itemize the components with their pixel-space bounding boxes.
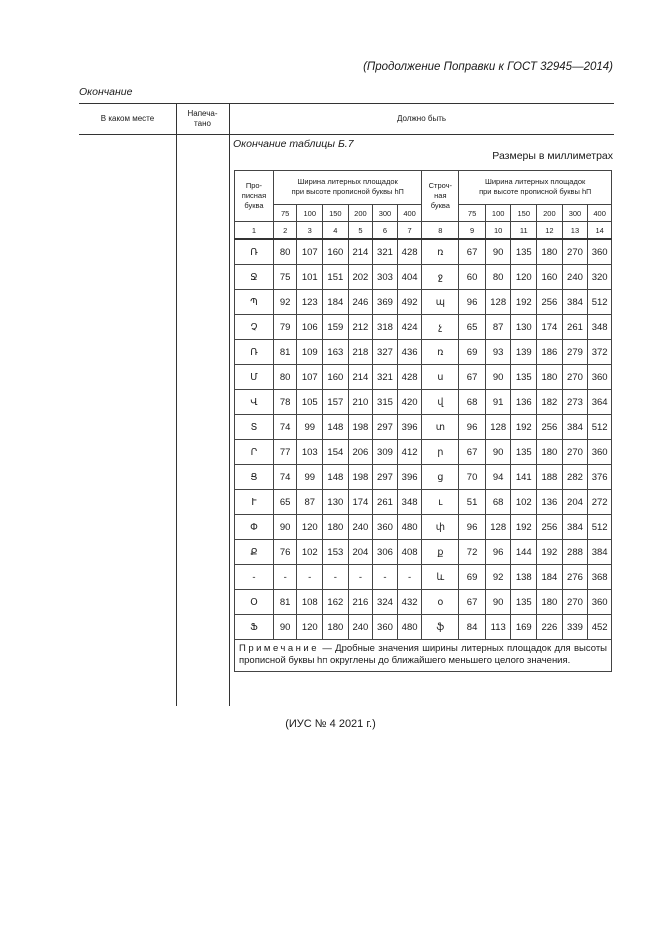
value-cell: 148: [323, 415, 349, 440]
value-cell: 279: [562, 340, 588, 365]
letter-cell: պ: [422, 290, 459, 315]
value-cell: 321: [373, 239, 398, 265]
value-cell: 120: [511, 265, 537, 290]
letter-cell: և: [422, 565, 459, 590]
value-cell: 51: [459, 490, 486, 515]
value-cell: 192: [511, 290, 537, 315]
value-cell: 93: [485, 340, 511, 365]
value-cell: 79: [273, 315, 297, 340]
letter-cell: Ք: [235, 540, 274, 565]
value-cell: 408: [397, 540, 422, 565]
value-cell: 412: [397, 440, 422, 465]
value-cell: 372: [588, 340, 612, 365]
value-cell: 512: [588, 515, 612, 540]
column-number-cell: 12: [537, 222, 563, 240]
value-cell: 135: [511, 239, 537, 265]
value-cell: 94: [485, 465, 511, 490]
table-row: [235, 440, 612, 465]
value-cell: -: [373, 565, 398, 590]
value-cell: 135: [511, 440, 537, 465]
value-cell: 256: [537, 415, 563, 440]
value-cell: 276: [562, 565, 588, 590]
letter-cell: ս: [422, 365, 459, 390]
value-cell: 154: [323, 440, 349, 465]
value-cell: 212: [348, 315, 373, 340]
value-cell: 135: [511, 590, 537, 615]
value-cell: 297: [373, 415, 398, 440]
value-cell: 216: [348, 590, 373, 615]
value-cell: 99: [297, 465, 323, 490]
height-cell: 150: [511, 205, 537, 222]
table-row: [235, 265, 612, 290]
value-cell: 192: [511, 415, 537, 440]
value-cell: 184: [323, 290, 349, 315]
value-cell: 297: [373, 465, 398, 490]
value-cell: 136: [537, 490, 563, 515]
value-cell: 210: [348, 390, 373, 415]
value-cell: 96: [459, 515, 486, 540]
table-row: [235, 515, 612, 540]
value-cell: 67: [459, 590, 486, 615]
table-row: [235, 565, 612, 590]
value-cell: 102: [297, 540, 323, 565]
value-cell: 80: [485, 265, 511, 290]
value-cell: 303: [373, 265, 398, 290]
letter-cell: չ: [422, 315, 459, 340]
table-row: [235, 590, 612, 615]
table-row: [235, 239, 612, 265]
value-cell: 240: [562, 265, 588, 290]
value-cell: 76: [273, 540, 297, 565]
value-cell: 360: [373, 615, 398, 640]
value-cell: 270: [562, 365, 588, 390]
letter-cell: տ: [422, 415, 459, 440]
value-cell: 84: [459, 615, 486, 640]
lower-letter-header: Строч- ная буква: [422, 171, 459, 222]
column-number-cell: 1: [235, 222, 274, 240]
height-cell: 75: [273, 205, 297, 222]
value-cell: 74: [273, 465, 297, 490]
units-label: Размеры в миллиметрах: [492, 150, 613, 162]
value-cell: 270: [562, 440, 588, 465]
value-cell: 101: [297, 265, 323, 290]
value-cell: 432: [397, 590, 422, 615]
value-cell: 288: [562, 540, 588, 565]
letter-cell: փ: [422, 515, 459, 540]
upper-letter-header: Про- писная буква: [235, 171, 274, 222]
value-cell: 188: [537, 465, 563, 490]
value-cell: 174: [348, 490, 373, 515]
value-cell: 324: [373, 590, 398, 615]
value-cell: 376: [588, 465, 612, 490]
value-cell: 309: [373, 440, 398, 465]
value-cell: 72: [459, 540, 486, 565]
letter-cell: ռ: [422, 239, 459, 265]
height-cell: 200: [348, 205, 373, 222]
value-cell: 198: [348, 415, 373, 440]
value-cell: 160: [323, 239, 349, 265]
value-cell: 80: [273, 365, 297, 390]
letter-width-table: [234, 170, 612, 672]
value-cell: 182: [537, 390, 563, 415]
value-cell: 138: [511, 565, 537, 590]
column-should-be: Должно быть: [396, 114, 447, 123]
value-cell: -: [348, 565, 373, 590]
value-cell: 428: [397, 365, 422, 390]
value-cell: 246: [348, 290, 373, 315]
column-number-cell: 6: [373, 222, 398, 240]
value-cell: 148: [323, 465, 349, 490]
value-cell: 75: [273, 265, 297, 290]
value-cell: 320: [588, 265, 612, 290]
value-cell: 369: [373, 290, 398, 315]
value-cell: 108: [297, 590, 323, 615]
value-cell: 396: [397, 415, 422, 440]
value-cell: 90: [273, 515, 297, 540]
upper-width-header: Ширина литерных площадок при высоте прописной буквы hП: [273, 171, 422, 205]
value-cell: 348: [588, 315, 612, 340]
value-cell: 318: [373, 315, 398, 340]
table-note: Примечание — Дробные значения ширины литерных площадок для высоты прописной буквы hП округлены до ближайшего меньшего целого значения.: [235, 640, 612, 672]
value-cell: 67: [459, 440, 486, 465]
value-cell: 128: [485, 290, 511, 315]
letter-cell: ր: [422, 440, 459, 465]
value-cell: 107: [297, 239, 323, 265]
height-cell: 400: [588, 205, 612, 222]
footer-issue: (ИУС № 4 2021 г.): [285, 718, 376, 730]
value-cell: 261: [373, 490, 398, 515]
value-cell: 315: [373, 390, 398, 415]
value-cell: 136: [511, 390, 537, 415]
height-cell: 300: [373, 205, 398, 222]
letter-cell: վ: [422, 390, 459, 415]
value-cell: 144: [511, 540, 537, 565]
table-row: [235, 615, 612, 640]
value-cell: 436: [397, 340, 422, 365]
value-cell: 65: [459, 315, 486, 340]
height-cell: 400: [397, 205, 422, 222]
value-cell: 162: [323, 590, 349, 615]
value-cell: 512: [588, 415, 612, 440]
value-cell: 92: [273, 290, 297, 315]
value-cell: 198: [348, 465, 373, 490]
value-cell: 452: [588, 615, 612, 640]
value-cell: 480: [397, 515, 422, 540]
letter-cell: ց: [422, 465, 459, 490]
value-cell: 99: [297, 415, 323, 440]
letter-cell: Պ: [235, 290, 274, 315]
value-cell: 74: [273, 415, 297, 440]
value-cell: 256: [537, 515, 563, 540]
value-cell: 206: [348, 440, 373, 465]
value-cell: 396: [397, 465, 422, 490]
value-cell: 360: [588, 365, 612, 390]
value-cell: 174: [537, 315, 563, 340]
value-cell: 87: [297, 490, 323, 515]
value-cell: 128: [485, 415, 511, 440]
table-row: [235, 540, 612, 565]
value-cell: 270: [562, 590, 588, 615]
continuation-header: (Продолжение Поправки к ГОСТ 32945—2014): [363, 61, 613, 73]
value-cell: 91: [485, 390, 511, 415]
column-number-cell: 14: [588, 222, 612, 240]
height-cell: 100: [297, 205, 323, 222]
value-cell: 80: [273, 239, 297, 265]
frame-divider-2: [229, 103, 230, 706]
value-cell: 96: [459, 415, 486, 440]
value-cell: 96: [485, 540, 511, 565]
lower-width-header: Ширина литерных площадок при высоте прописной буквы hП: [459, 171, 612, 205]
table-title: Окончание таблицы Б.7: [233, 138, 354, 150]
letter-cell: օ: [422, 590, 459, 615]
value-cell: 180: [323, 515, 349, 540]
column-number-cell: 11: [511, 222, 537, 240]
value-cell: 68: [459, 390, 486, 415]
value-cell: 106: [297, 315, 323, 340]
value-cell: -: [273, 565, 297, 590]
value-cell: 109: [297, 340, 323, 365]
value-cell: 120: [297, 515, 323, 540]
letter-cell: Ռ: [235, 340, 274, 365]
value-cell: 180: [323, 615, 349, 640]
value-cell: 428: [397, 239, 422, 265]
letter-cell: ռ: [422, 340, 459, 365]
value-cell: 123: [297, 290, 323, 315]
value-cell: 169: [511, 615, 537, 640]
value-cell: 218: [348, 340, 373, 365]
value-cell: 69: [459, 565, 486, 590]
letter-cell: Օ: [235, 590, 274, 615]
letter-cell: Մ: [235, 365, 274, 390]
value-cell: 135: [511, 365, 537, 390]
value-cell: 103: [297, 440, 323, 465]
column-printed: Напеча- тано: [187, 109, 218, 128]
letter-cell: Փ: [235, 515, 274, 540]
value-cell: 360: [588, 590, 612, 615]
value-cell: 159: [323, 315, 349, 340]
value-cell: 60: [459, 265, 486, 290]
value-cell: -: [323, 565, 349, 590]
value-cell: 96: [459, 290, 486, 315]
value-cell: 202: [348, 265, 373, 290]
letter-cell: ֆ: [422, 615, 459, 640]
value-cell: 141: [511, 465, 537, 490]
frame-top-line: [79, 103, 614, 104]
value-cell: 180: [537, 590, 563, 615]
letter-cell: ք: [422, 540, 459, 565]
value-cell: 368: [588, 565, 612, 590]
column-number-cell: 2: [273, 222, 297, 240]
value-cell: 214: [348, 239, 373, 265]
value-cell: -: [297, 565, 323, 590]
table-row: [235, 465, 612, 490]
letter-cell: Վ: [235, 390, 274, 415]
column-number-cell: 3: [297, 222, 323, 240]
value-cell: 87: [485, 315, 511, 340]
value-cell: 360: [588, 440, 612, 465]
letter-cell: Ջ: [235, 265, 274, 290]
value-cell: 160: [537, 265, 563, 290]
value-cell: 113: [485, 615, 511, 640]
value-cell: 282: [562, 465, 588, 490]
value-cell: 321: [373, 365, 398, 390]
value-cell: 384: [562, 290, 588, 315]
value-cell: 90: [485, 440, 511, 465]
frame-divider-1: [176, 103, 177, 706]
value-cell: 273: [562, 390, 588, 415]
value-cell: 240: [348, 515, 373, 540]
value-cell: 90: [273, 615, 297, 640]
value-cell: 70: [459, 465, 486, 490]
height-cell: 100: [485, 205, 511, 222]
height-cell: 75: [459, 205, 486, 222]
letter-cell: Ւ: [235, 490, 274, 515]
frame-header-line: [79, 134, 614, 135]
value-cell: 192: [537, 540, 563, 565]
letter-cell: -: [235, 565, 274, 590]
letter-cell: ջ: [422, 265, 459, 290]
value-cell: 65: [273, 490, 297, 515]
value-cell: 151: [323, 265, 349, 290]
value-cell: 404: [397, 265, 422, 290]
value-cell: 130: [323, 490, 349, 515]
column-where: В каком месте: [100, 114, 155, 123]
value-cell: 128: [485, 515, 511, 540]
value-cell: 160: [323, 365, 349, 390]
letter-cell: Տ: [235, 415, 274, 440]
table-row: [235, 340, 612, 365]
height-cell: 200: [537, 205, 563, 222]
value-cell: 78: [273, 390, 297, 415]
value-cell: 480: [397, 615, 422, 640]
value-cell: 261: [562, 315, 588, 340]
value-cell: 180: [537, 365, 563, 390]
table-row: [235, 290, 612, 315]
value-cell: 192: [511, 515, 537, 540]
value-cell: 184: [537, 565, 563, 590]
value-cell: 256: [537, 290, 563, 315]
value-cell: 360: [373, 515, 398, 540]
value-cell: 69: [459, 340, 486, 365]
letter-cell: Ց: [235, 465, 274, 490]
value-cell: 67: [459, 365, 486, 390]
column-number-cell: 4: [323, 222, 349, 240]
height-cell: 150: [323, 205, 349, 222]
letter-cell: Ֆ: [235, 615, 274, 640]
value-cell: 90: [485, 590, 511, 615]
column-number-row: [235, 222, 612, 240]
letter-cell: Չ: [235, 315, 274, 340]
value-cell: 180: [537, 440, 563, 465]
letter-cell: Ր: [235, 440, 274, 465]
value-cell: 214: [348, 365, 373, 390]
value-cell: -: [397, 565, 422, 590]
value-cell: 364: [588, 390, 612, 415]
value-cell: 90: [485, 239, 511, 265]
value-cell: 157: [323, 390, 349, 415]
value-cell: 512: [588, 290, 612, 315]
value-cell: 226: [537, 615, 563, 640]
value-cell: 204: [562, 490, 588, 515]
table-row: [235, 315, 612, 340]
value-cell: 384: [562, 515, 588, 540]
value-cell: 360: [588, 239, 612, 265]
value-cell: 384: [562, 415, 588, 440]
letter-cell: ւ: [422, 490, 459, 515]
value-cell: 180: [537, 239, 563, 265]
value-cell: 270: [562, 239, 588, 265]
value-cell: 384: [588, 540, 612, 565]
column-number-cell: 9: [459, 222, 486, 240]
value-cell: 327: [373, 340, 398, 365]
value-cell: 492: [397, 290, 422, 315]
value-cell: 130: [511, 315, 537, 340]
column-number-cell: 5: [348, 222, 373, 240]
value-cell: 153: [323, 540, 349, 565]
column-number-cell: 7: [397, 222, 422, 240]
column-number-cell: 13: [562, 222, 588, 240]
value-cell: 420: [397, 390, 422, 415]
table-row: [235, 490, 612, 515]
table-row: [235, 390, 612, 415]
value-cell: 90: [485, 365, 511, 390]
value-cell: 120: [297, 615, 323, 640]
height-cell: 300: [562, 205, 588, 222]
value-cell: 68: [485, 490, 511, 515]
value-cell: 107: [297, 365, 323, 390]
ending-label: Окончание: [79, 86, 133, 98]
table-row: [235, 415, 612, 440]
value-cell: 81: [273, 340, 297, 365]
value-cell: 272: [588, 490, 612, 515]
letter-cell: Ռ: [235, 239, 274, 265]
value-cell: 81: [273, 590, 297, 615]
value-cell: 424: [397, 315, 422, 340]
value-cell: 348: [397, 490, 422, 515]
value-cell: 105: [297, 390, 323, 415]
value-cell: 204: [348, 540, 373, 565]
value-cell: 67: [459, 239, 486, 265]
value-cell: 306: [373, 540, 398, 565]
value-cell: 240: [348, 615, 373, 640]
column-number-cell: 10: [485, 222, 511, 240]
value-cell: 339: [562, 615, 588, 640]
value-cell: 102: [511, 490, 537, 515]
value-cell: 139: [511, 340, 537, 365]
value-cell: 77: [273, 440, 297, 465]
value-cell: 163: [323, 340, 349, 365]
column-number-cell: 8: [422, 222, 459, 240]
table-row: [235, 365, 612, 390]
value-cell: 186: [537, 340, 563, 365]
value-cell: 92: [485, 565, 511, 590]
